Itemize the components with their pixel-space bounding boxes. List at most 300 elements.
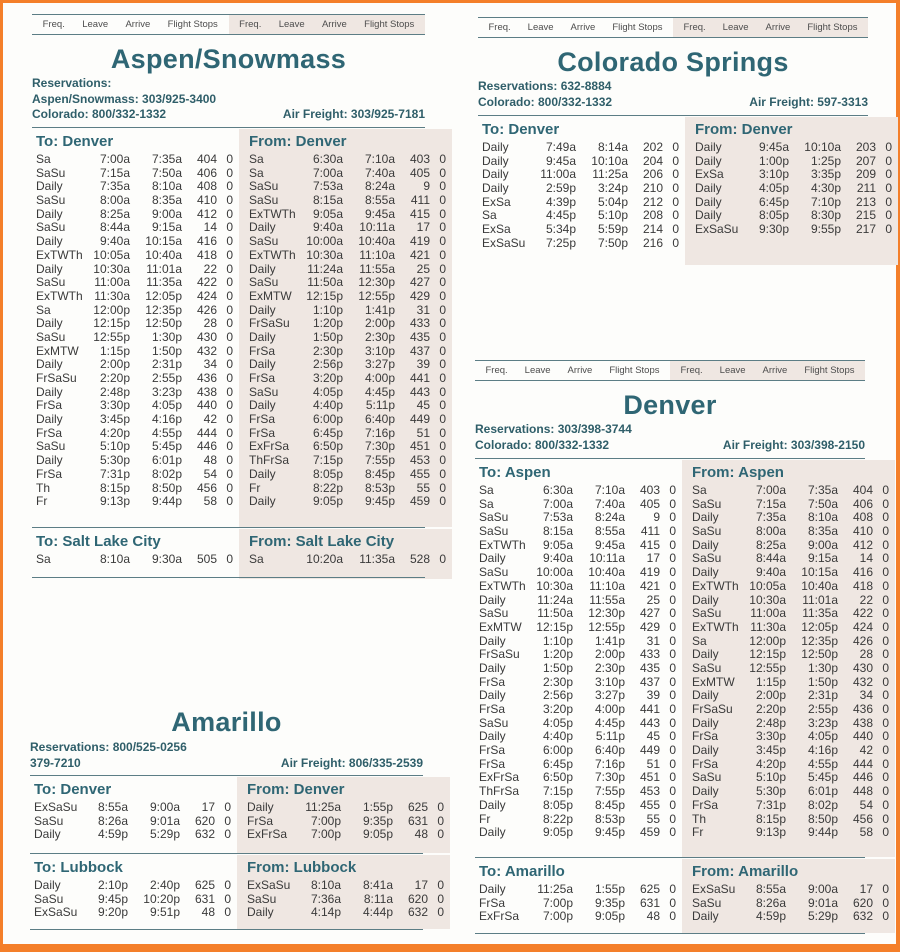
arrive-cell: 9:00a xyxy=(149,800,180,814)
stops-cell: 0 xyxy=(226,302,233,317)
table-row xyxy=(482,141,679,155)
arrive-cell: 1:55p xyxy=(362,800,393,814)
freq-cell: Daily xyxy=(249,302,276,317)
stops-cell: 0 xyxy=(439,329,446,344)
leave-cell: 5:10p xyxy=(755,770,786,785)
flight-cell: 631 xyxy=(194,891,215,906)
flight-cell: 449 xyxy=(409,412,430,427)
flight-rows xyxy=(692,484,889,840)
leave-cell: 1:10p xyxy=(542,633,573,648)
flight-cell: 440 xyxy=(852,729,873,744)
reservations-phone: Reservations: 800/525-0256 xyxy=(30,740,187,754)
stops-cell: 0 xyxy=(882,592,889,607)
stops-cell: 0 xyxy=(882,715,889,730)
from-denver-section xyxy=(237,777,450,853)
table-row xyxy=(692,730,889,744)
stops-cell: 0 xyxy=(669,743,676,758)
table-row xyxy=(36,427,233,441)
leave-cell: 8:05p xyxy=(542,797,573,812)
table-row xyxy=(482,168,679,182)
arrive-cell: 8:02p xyxy=(151,466,182,481)
flight-rows xyxy=(479,883,676,924)
col-arrive: Arrive xyxy=(765,22,791,33)
table-row xyxy=(692,703,889,717)
table-row xyxy=(479,883,676,897)
section-title: From: Lubbock xyxy=(247,859,357,876)
table-row xyxy=(479,566,676,580)
arrive-cell: 10:40a xyxy=(358,234,395,249)
freq-cell: Daily xyxy=(692,688,719,703)
leave-cell: 11:00a xyxy=(94,275,130,290)
flight-cell: 632 xyxy=(407,905,428,920)
denver-panel xyxy=(475,360,889,945)
flight-cell: 456 xyxy=(852,811,873,826)
leave-cell: 6:45p xyxy=(758,194,789,209)
section-title: To: Aspen xyxy=(479,464,551,481)
arrive-cell: 9:45a xyxy=(364,206,395,221)
section-title: To: Denver xyxy=(36,133,114,150)
table-row xyxy=(34,801,231,815)
stops-cell: 0 xyxy=(226,494,233,509)
freq-cell: FrSa xyxy=(479,756,506,771)
freq-cell: Daily xyxy=(249,220,276,235)
freq-cell: FrSa xyxy=(249,412,276,427)
freq-cell: Daily xyxy=(692,537,719,552)
col-leave: Leave xyxy=(82,19,109,30)
flight-cell: 424 xyxy=(196,288,217,303)
to-salt-lake-city-section xyxy=(32,529,239,579)
table-row xyxy=(34,893,231,907)
arrive-cell: 9:15a xyxy=(807,551,838,566)
table-row xyxy=(36,553,233,567)
flight-cell: 412 xyxy=(852,537,873,552)
arrive-cell: 8:02p xyxy=(807,797,838,812)
freq-cell: SaSu xyxy=(249,384,279,399)
table-row xyxy=(36,153,233,167)
col-arrive: Arrive xyxy=(762,365,788,376)
leave-cell: 12:00p xyxy=(749,633,786,648)
stops-cell: 0 xyxy=(885,153,892,168)
freq-cell: SaSu xyxy=(692,551,722,566)
table-row xyxy=(692,594,889,608)
table-row xyxy=(249,440,446,454)
table-row xyxy=(36,180,233,194)
arrive-cell: 2:30p xyxy=(594,660,625,675)
leave-cell: 7:15p xyxy=(542,784,573,799)
stops-cell: 0 xyxy=(226,288,233,303)
freq-cell: Daily xyxy=(36,357,63,372)
flight-cell: 39 xyxy=(646,688,660,703)
table-row xyxy=(692,511,889,525)
freq-cell: Daily xyxy=(692,743,719,758)
arrive-cell: 11:35a xyxy=(146,275,182,290)
table-row xyxy=(36,317,233,331)
arrive-cell: 9:45p xyxy=(364,494,395,509)
reservations-label: Reservations: xyxy=(32,76,112,90)
leave-cell: 4:59p xyxy=(97,827,128,842)
stops-cell: 0 xyxy=(882,743,889,758)
flight-cell: 55 xyxy=(646,811,660,826)
city-title: Denver xyxy=(623,390,717,420)
flight-cell: 17 xyxy=(859,882,873,896)
leave-cell: 11:00a xyxy=(750,606,786,621)
leave-cell: 9:45a xyxy=(758,140,789,154)
freq-cell: ExMTW xyxy=(479,619,522,634)
leave-cell: 1:20p xyxy=(312,316,343,331)
schedule-block xyxy=(32,129,446,527)
flight-cell: 435 xyxy=(639,660,660,675)
table-row xyxy=(479,552,676,566)
flight-cell: 631 xyxy=(407,813,428,828)
colorado-springs-panel xyxy=(478,17,892,267)
arrive-cell: 10:11a xyxy=(589,551,625,566)
leave-cell: 7:15a xyxy=(99,165,130,180)
arrive-cell: 9:45a xyxy=(594,537,625,552)
leave-cell: 7:00a xyxy=(542,496,573,511)
freq-cell: Fr xyxy=(692,825,704,840)
amarillo-panel xyxy=(30,703,444,943)
stops-cell: 0 xyxy=(439,466,446,481)
divider xyxy=(32,127,425,128)
table-row xyxy=(249,235,446,249)
flight-cell: 625 xyxy=(194,878,215,892)
arrive-cell: 8:41a xyxy=(362,878,393,892)
freq-cell: ExSa xyxy=(695,167,724,182)
leave-cell: 10:05a xyxy=(93,247,130,262)
flight-cell: 424 xyxy=(852,619,873,634)
table-row xyxy=(36,386,233,400)
table-row xyxy=(692,897,889,911)
flight-cell: 39 xyxy=(416,357,430,372)
arrive-cell: 1:30p xyxy=(807,660,838,675)
freq-cell: SaSu xyxy=(249,275,279,290)
table-row xyxy=(692,744,889,758)
leave-cell: 8:25a xyxy=(99,206,130,221)
arrive-cell: 8:53p xyxy=(364,480,395,495)
freq-cell: Sa xyxy=(249,165,264,180)
flight-rows xyxy=(695,141,892,237)
table-row xyxy=(247,815,444,829)
stops-cell: 0 xyxy=(882,633,889,648)
stops-cell: 0 xyxy=(439,179,446,194)
freq-cell: Daily xyxy=(36,316,63,331)
stops-cell: 0 xyxy=(885,140,892,154)
freq-cell: Daily xyxy=(479,688,506,703)
arrive-cell: 8:45p xyxy=(594,797,625,812)
freq-cell: Daily xyxy=(249,261,276,276)
stops-cell: 0 xyxy=(882,688,889,703)
flight-cell: 444 xyxy=(852,756,873,771)
leave-cell: 2:10p xyxy=(97,878,128,892)
table-row xyxy=(692,676,889,690)
freq-cell: Daily xyxy=(482,181,509,196)
table-row xyxy=(247,906,444,920)
leave-cell: 9:05a xyxy=(312,206,343,221)
flight-cell: 438 xyxy=(196,384,217,399)
stops-cell: 0 xyxy=(439,425,446,440)
flight-cell: 437 xyxy=(639,674,660,689)
column-header xyxy=(32,14,425,35)
flight-cell: 528 xyxy=(409,552,430,566)
table-row xyxy=(249,249,446,263)
flight-cell: 22 xyxy=(203,261,217,276)
stops-cell: 0 xyxy=(885,194,892,209)
leave-cell: 2:20p xyxy=(99,371,130,385)
flight-cell: 215 xyxy=(855,208,876,223)
stops-cell: 0 xyxy=(882,619,889,634)
stops-cell: 0 xyxy=(226,552,233,566)
arrive-cell: 10:20p xyxy=(143,891,180,906)
leave-cell: 12:15p xyxy=(306,288,343,303)
table-row xyxy=(692,621,889,635)
stops-cell: 0 xyxy=(439,302,446,317)
flight-cell: 411 xyxy=(640,524,660,539)
section-title: To: Salt Lake City xyxy=(36,533,161,550)
flight-cell: 405 xyxy=(639,496,660,511)
table-row xyxy=(36,482,233,496)
leave-cell: 3:20p xyxy=(312,371,343,385)
freq-cell: SaSu xyxy=(34,813,64,828)
freq-cell: Daily xyxy=(249,357,276,372)
arrive-cell: 8:24a xyxy=(594,510,625,525)
flight-cell: 14 xyxy=(859,551,873,566)
flight-cell: 449 xyxy=(639,743,660,758)
leave-cell: 1:50p xyxy=(312,329,343,344)
stops-cell: 0 xyxy=(439,343,446,358)
leave-cell: 11:24a xyxy=(307,261,343,276)
flight-cell: 421 xyxy=(409,247,430,262)
flight-cell: 426 xyxy=(196,302,217,317)
table-row xyxy=(249,276,446,290)
leave-cell: 7:25p xyxy=(545,235,576,250)
freq-cell: Daily xyxy=(36,453,63,468)
arrive-cell: 11:35a xyxy=(359,552,395,566)
stops-cell: 0 xyxy=(439,384,446,399)
table-row xyxy=(36,413,233,427)
freq-cell: Daily xyxy=(36,206,63,221)
arrive-cell: 12:35p xyxy=(145,302,182,317)
arrive-cell: 8:50p xyxy=(151,480,182,495)
leave-cell: 4:40p xyxy=(542,729,573,744)
leave-cell: 7:00p xyxy=(310,813,341,828)
arrive-cell: 9:00a xyxy=(807,537,838,552)
arrive-cell: 2:00p xyxy=(594,647,625,662)
freq-cell: SaSu xyxy=(479,565,509,580)
arrive-cell: 8:45p xyxy=(364,466,395,481)
flight-cell: 31 xyxy=(416,302,430,317)
flight-cell: 211 xyxy=(856,181,876,196)
freq-cell: Sa xyxy=(692,633,707,648)
freq-cell: ExSaSu xyxy=(692,882,736,896)
flight-cell: 403 xyxy=(409,152,430,166)
stops-cell: 0 xyxy=(439,494,446,509)
table-row xyxy=(692,648,889,662)
freq-cell: Daily xyxy=(34,827,61,842)
flight-cell: 625 xyxy=(639,882,660,896)
freq-cell: Daily xyxy=(36,261,63,276)
leave-cell: 8:55a xyxy=(755,882,786,896)
table-row xyxy=(692,662,889,676)
stops-cell: 0 xyxy=(672,140,679,154)
freq-cell: Th xyxy=(36,480,51,495)
leave-cell: 2:56p xyxy=(312,357,343,372)
leave-cell: 12:55p xyxy=(93,329,130,344)
stops-cell: 0 xyxy=(672,208,679,223)
flight-cell: 405 xyxy=(409,165,430,180)
col-leave: Leave xyxy=(278,19,305,30)
table-row xyxy=(249,331,446,345)
freq-cell: SaSu xyxy=(36,193,66,208)
flight-cell: 455 xyxy=(409,466,430,481)
table-row xyxy=(695,196,892,210)
table-row xyxy=(249,221,446,235)
table-row xyxy=(692,689,889,703)
table-row xyxy=(692,539,889,553)
flight-cell: 430 xyxy=(852,660,873,675)
stops-cell: 0 xyxy=(439,206,446,221)
freq-cell: FrSa xyxy=(692,729,719,744)
arrive-cell: 9:01a xyxy=(149,813,180,828)
stops-cell: 0 xyxy=(439,193,446,208)
freq-cell: FrSa xyxy=(247,813,274,828)
leave-cell: 2:48p xyxy=(755,715,786,730)
freq-cell: SaSu xyxy=(692,524,722,539)
col-arrive: Arrive xyxy=(125,19,151,30)
flight-cell: 436 xyxy=(196,371,217,385)
section-title: From: Denver xyxy=(247,781,345,798)
flight-cell: 217 xyxy=(855,222,876,237)
arrive-cell: 9:00a xyxy=(807,882,838,896)
arrive-cell: 5:11p xyxy=(595,729,625,744)
stops-cell: 0 xyxy=(882,606,889,621)
table-row xyxy=(692,607,889,621)
arrive-cell: 9:35p xyxy=(594,895,625,910)
stops-cell: 0 xyxy=(226,152,233,166)
leave-cell: 8:10a xyxy=(99,552,130,566)
freq-cell: ExMTW xyxy=(36,343,79,358)
from-aspen-section xyxy=(682,460,895,857)
stops-cell: 0 xyxy=(885,208,892,223)
arrive-cell: 5:45p xyxy=(807,770,838,785)
stops-cell: 0 xyxy=(226,343,233,358)
arrive-cell: 11:55a xyxy=(359,261,395,276)
flight-cell: 17 xyxy=(646,551,660,566)
stops-cell: 0 xyxy=(226,220,233,235)
leave-cell: 1:10p xyxy=(312,302,343,317)
from-lubbock-section xyxy=(237,855,450,929)
arrive-cell: 5:11p xyxy=(365,398,395,413)
table-row xyxy=(479,744,676,758)
leave-cell: 10:30a xyxy=(536,578,573,593)
stops-cell: 0 xyxy=(669,496,676,511)
freq-cell: Daily xyxy=(249,398,276,413)
arrive-cell: 11:35a xyxy=(802,606,838,621)
leave-cell: 3:30p xyxy=(755,729,786,744)
arrive-cell: 12:50p xyxy=(801,647,838,662)
stops-cell: 0 xyxy=(882,647,889,662)
freq-cell: Daily xyxy=(36,179,63,194)
col-freq: Freq. xyxy=(683,22,706,33)
freq-cell: Daily xyxy=(695,153,722,168)
flight-cell: 403 xyxy=(639,483,660,497)
leave-cell: 7:35a xyxy=(99,179,130,194)
table-row xyxy=(36,358,233,372)
flight-cell: 625 xyxy=(407,800,428,814)
flight-cell: 42 xyxy=(203,412,217,427)
leave-cell: 11:50a xyxy=(537,606,573,621)
arrive-cell: 7:16p xyxy=(594,756,625,771)
freq-cell: ExFrSa xyxy=(247,827,288,842)
flight-cell: 14 xyxy=(203,220,217,235)
leave-cell: 4:59p xyxy=(755,909,786,924)
arrive-cell: 4:45p xyxy=(594,715,625,730)
freq-cell: FrSaSu xyxy=(249,316,290,331)
col-freq: Freq. xyxy=(488,22,511,33)
flight-cell: 202 xyxy=(642,140,663,154)
arrive-cell: 4:44p xyxy=(362,905,393,920)
leave-cell: 10:30a xyxy=(306,247,343,262)
stops-cell: 0 xyxy=(669,660,676,675)
stops-cell: 0 xyxy=(439,152,446,166)
leave-cell: 9:40a xyxy=(542,551,573,566)
arrive-cell: 3:23p xyxy=(151,384,182,399)
stops-cell: 0 xyxy=(437,800,444,814)
table-row xyxy=(249,180,446,194)
table-row xyxy=(692,799,889,813)
freq-cell: ExSaSu xyxy=(247,878,291,892)
leave-cell: 3:45p xyxy=(755,743,786,758)
stops-cell: 0 xyxy=(882,784,889,799)
table-row xyxy=(247,828,444,842)
flight-cell: 17 xyxy=(414,878,428,892)
flight-cell: 441 xyxy=(409,371,430,385)
stops-cell: 0 xyxy=(882,895,889,910)
stops-cell: 0 xyxy=(882,825,889,840)
freq-cell: ExTWTh xyxy=(249,247,296,262)
table-row xyxy=(479,785,676,799)
freq-cell: Daily xyxy=(479,797,506,812)
flight-cell: 48 xyxy=(203,453,217,468)
stops-cell: 0 xyxy=(437,891,444,906)
leave-cell: 6:50p xyxy=(542,770,573,785)
col-flight-stops: Flight Stops xyxy=(167,19,218,30)
freq-cell: Daily xyxy=(247,905,274,920)
stops-cell: 0 xyxy=(672,194,679,209)
table-row xyxy=(692,498,889,512)
stops-cell: 0 xyxy=(226,425,233,440)
stops-cell: 0 xyxy=(439,316,446,331)
table-row xyxy=(479,635,676,649)
freq-cell: SaSu xyxy=(36,329,66,344)
leave-cell: 2:30p xyxy=(312,343,343,358)
freq-cell: ExSaSu xyxy=(482,235,526,250)
arrive-cell: 4:00p xyxy=(594,702,625,716)
stops-cell: 0 xyxy=(224,813,231,828)
arrive-cell: 8:14a xyxy=(597,140,628,154)
table-row xyxy=(479,730,676,744)
freq-cell: SaSu xyxy=(36,165,66,180)
flight-cell: 212 xyxy=(642,194,663,209)
arrive-cell: 1:50p xyxy=(151,343,182,358)
leave-cell: 9:45p xyxy=(97,891,128,906)
flight-cell: 419 xyxy=(409,234,430,249)
arrive-cell: 7:40a xyxy=(594,496,625,511)
leave-cell: 11:25a xyxy=(537,882,573,896)
freq-cell: FrSa xyxy=(692,797,719,812)
freq-cell: ExSa xyxy=(482,194,511,209)
col-leave: Leave xyxy=(524,365,551,376)
leave-cell: 2:20p xyxy=(755,702,786,716)
